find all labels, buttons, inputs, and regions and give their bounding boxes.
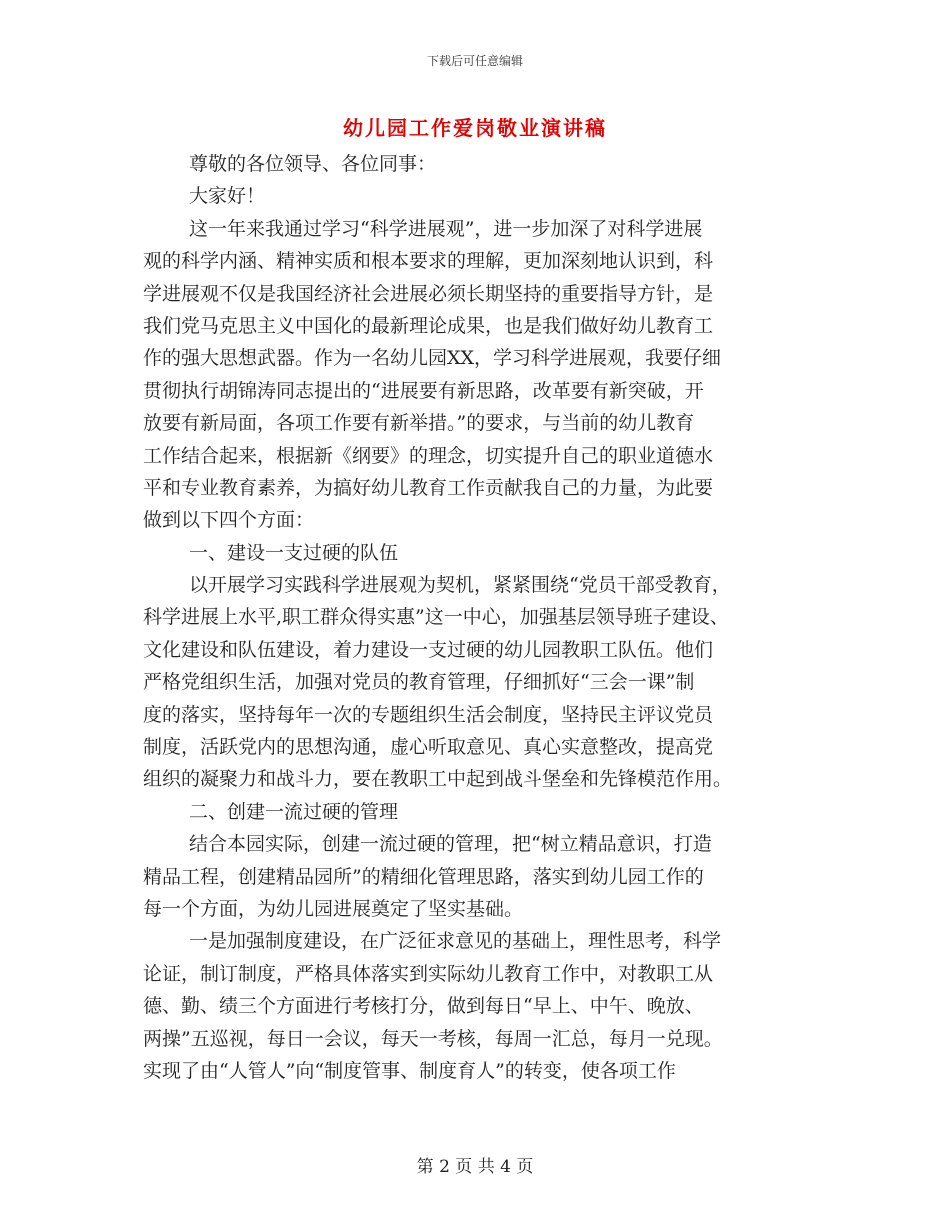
text-line: 制度，活跃党内的思想沟通，虚心听取意见、真心实意整改，提高党 [143, 736, 714, 759]
text-line: 科学进展上水平,职工群众得实惠”这一中心，加强基层领导班子建设、 [143, 606, 729, 629]
text-line: 文化建设和队伍建设，着力建设一支过硬的幼儿园教职工队伍。他们 [143, 638, 714, 661]
text-line: 学进展观不仅是我国经济社会进展必须长期坚持的重要指导方针，是 [143, 282, 714, 305]
text-line: 度的落实，坚持每年一次的专题组织生活会制度，坚持民主评议党员 [143, 703, 714, 726]
text-line: 我们党马克思主义中国化的最新理论成果，也是我们做好幼儿教育工 [143, 314, 714, 337]
text-line: 每一个方面，为幼儿园进展奠定了坚实基础。 [143, 897, 524, 920]
text-line: 工作结合起来，根据新《纲要》的理念，切实提升自己的职业道德水 [143, 444, 714, 467]
text-line: 观的科学内涵、精神实质和根本要求的理解，更加深刻地认识到，科 [143, 250, 714, 273]
text-line: 做到以下四个方面： [143, 509, 315, 532]
text-line: 贯彻执行胡锦涛同志提出的“进展要有新思路，改革要有新突破，开 [143, 379, 704, 402]
text-line: 两操”五巡视，每日一会议，每天一考核，每周一汇总，每月一兑现。 [143, 1027, 723, 1050]
page-footer: 第 2 页 共 4 页 [416, 1157, 534, 1177]
text-line: 严格党组织生活，加强对党员的教育管理，仔细抓好“三会一课”制 [143, 671, 695, 694]
text-line: 放要有新局面，各项工作要有新举措。”的要求，与当前的幼儿教育 [143, 412, 695, 435]
text-line: 结合本园实际，创建一流过硬的管理，把“树立精品意识，打造 [189, 833, 712, 856]
text-line: 二、创建一流过硬的管理 [189, 800, 399, 823]
text-line: 一是加强制度建设，在广泛征求意见的基础上，理性思考，科学 [189, 930, 722, 953]
text-line: 这一年来我通过学习“科学进展观”，进一步加深了对科学进展 [189, 217, 703, 240]
document-title: 幼儿园工作爱岗敬业演讲稿 [343, 116, 607, 140]
text-line: 尊敬的各位领导、各位同事： [189, 153, 437, 175]
text-line: 平和专业教育素养，为搞好幼儿教育工作贡献我自己的力量，为此要 [143, 476, 714, 499]
text-line: 德、勤、绩三个方面进行考核打分，做到每日“早上、中午、晚放、 [143, 995, 704, 1018]
text-line: 以开展学习实践科学进展观为契机，紧紧围绕“党员干部受教育， [189, 574, 731, 597]
header-note: 下载后可任意编辑 [426, 54, 523, 68]
text-line: 大家好！ [189, 185, 266, 208]
text-line: 作的强大思想武器。作为一名幼儿园XX，学习科学进展观，我要仔细 [143, 347, 722, 370]
body-text [143, 148, 823, 1087]
text-line: 组织的凝聚力和战斗力，要在教职工中起到战斗堡垒和先锋模范作用。 [143, 768, 733, 791]
text-line: 精品工程，创建精品园所”的精细化管理思路，落实到幼儿园工作的 [143, 865, 704, 888]
text-line: 实现了由“人管人”向“制度管事、制度育人”的转变，使各项工作 [143, 1059, 676, 1082]
text-line: 论证，制订制度，严格具体落实到实际幼儿教育工作中，对教职工从 [143, 962, 714, 985]
text-line: 一、建设一支过硬的队伍 [189, 541, 399, 564]
